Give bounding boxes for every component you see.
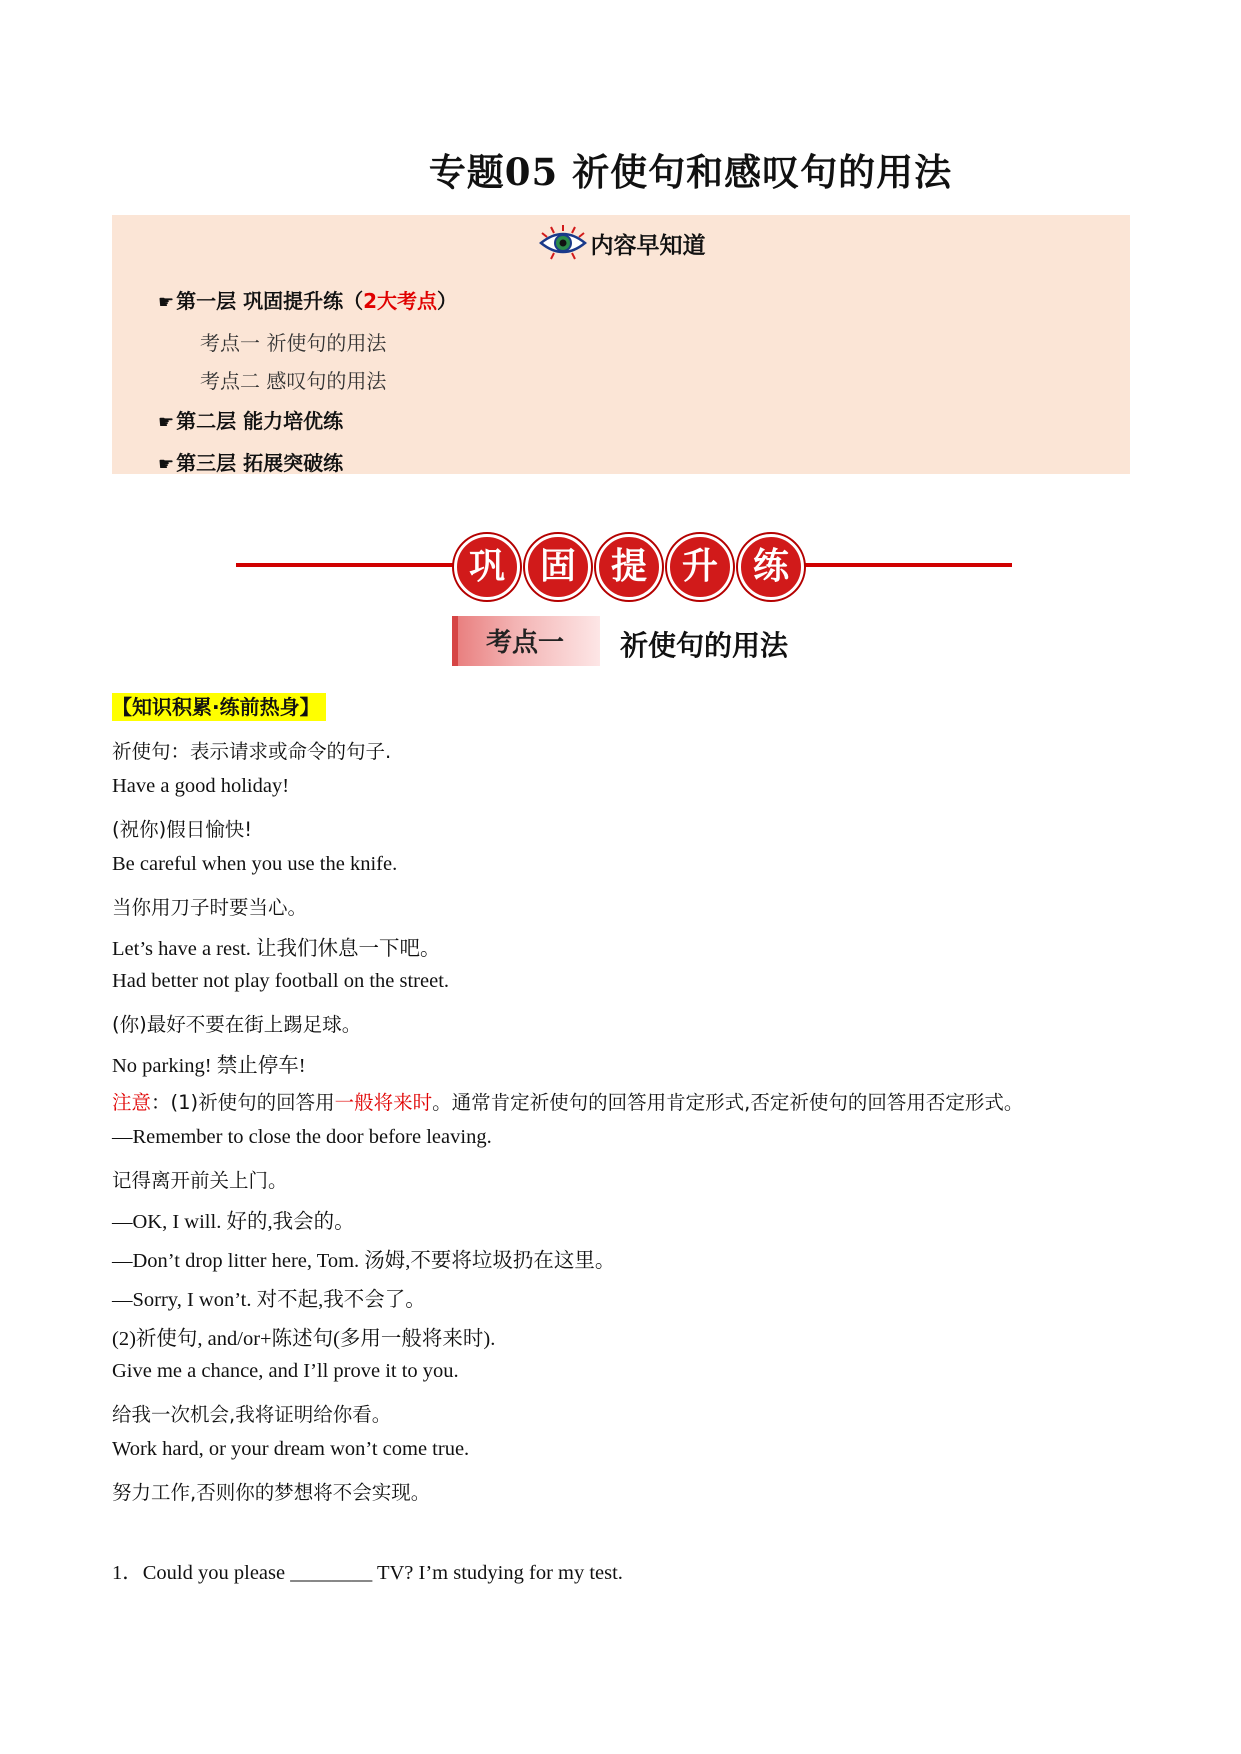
pointing-hand-icon: ☛ [158,292,175,313]
body-line: Work hard, or your dream won’t come true. [112,1438,470,1460]
toc-level-3[interactable] [158,447,343,476]
toc-header [112,223,1130,263]
toc-level-1-close: ） [437,289,458,313]
toc-level-2-label: 第二层 能力培优练 [176,409,344,433]
body-line: 努力工作,否则你的梦想将不会实现。 [112,1481,431,1504]
body-line: —Don’t drop litter here, Tom. 汤姆,不要将垃圾扔在这里。 [112,1250,616,1272]
toc-header-text: 内容早知道 [590,232,706,259]
body-line: —Remember to close the door before leaving. [112,1126,492,1148]
body-line: 当你用刀子时要当心。 [112,896,308,919]
note-part2: 。通常肯定祈使句的回答用肯定形式,否定祈使句的回答用否定形式。 [432,1091,1024,1114]
body-line: (祝你)假日愉快! [112,818,253,841]
toc-level-1-count: 2大考点 [363,289,438,313]
body-line: (2)祈使句, and/or+陈述句(多用一般将来时). [112,1328,496,1350]
note-label: 注意 [112,1091,152,1114]
section-title: 祈使句的用法 [620,629,789,662]
body-line: Give me a chance, and I’ll prove it to you. [112,1360,459,1382]
toc-sub-2[interactable]: 考点二 感叹句的用法 [200,369,387,393]
body-line: Be careful when you use the knife. [112,853,398,875]
section-tag-text: 考点一 [486,628,565,658]
banner-char: 升 [667,534,733,600]
body-line: 祈使句：表示请求或命令的句子. [112,740,392,763]
banner-char: 固 [525,534,591,600]
body-line: (你)最好不要在街上踢足球。 [112,1013,362,1036]
banner-char: 巩 [454,534,520,600]
banner-char: 练 [738,534,804,600]
body-line: 记得离开前关上门。 [112,1169,288,1192]
pointing-hand-icon: ☛ [158,454,175,475]
note-highlight: 一般将来时 [334,1091,433,1114]
body-line: Let’s have a rest. 让我们休息一下吧。 [112,938,441,960]
toc-box [112,215,1130,474]
toc-level-2[interactable] [158,405,343,434]
toc-level-1-label: 第一层 巩固提升练（ [176,289,364,313]
page-title: 专题05 祈使句和感叹句的用法 [428,150,953,194]
body-line: —OK, I will. 好的,我会的。 [112,1211,355,1233]
banner-rule-left [236,563,456,567]
toc-level-1[interactable] [158,285,457,314]
body-line: Have a good holiday! [112,775,290,797]
pointing-hand-icon: ☛ [158,412,175,433]
question-1: 1．Could you please ________ TV? I’m studying for my test. [112,1562,623,1584]
toc-level-3-label: 第三层 拓展突破练 [176,451,344,475]
knowledge-label: 【知识积累·练前热身】 [112,693,326,721]
body-line: 给我一次机会,我将证明给你看。 [112,1403,392,1426]
body-line: —Sorry, I won’t. 对不起,我不会了。 [112,1289,426,1311]
body-line: No parking! 禁止停车! [112,1055,306,1077]
body-line: Had better not play football on the street. [112,970,450,992]
note-part1: ：(1)祈使句的回答用 [151,1091,335,1114]
note-line [112,1087,1023,1115]
section-banner [236,532,1012,598]
section-tag [452,616,600,666]
toc-sub-1[interactable]: 考点一 祈使句的用法 [200,331,387,355]
banner-rule-right [792,563,1012,567]
eye-icon [537,223,589,263]
banner-char: 提 [596,534,662,600]
